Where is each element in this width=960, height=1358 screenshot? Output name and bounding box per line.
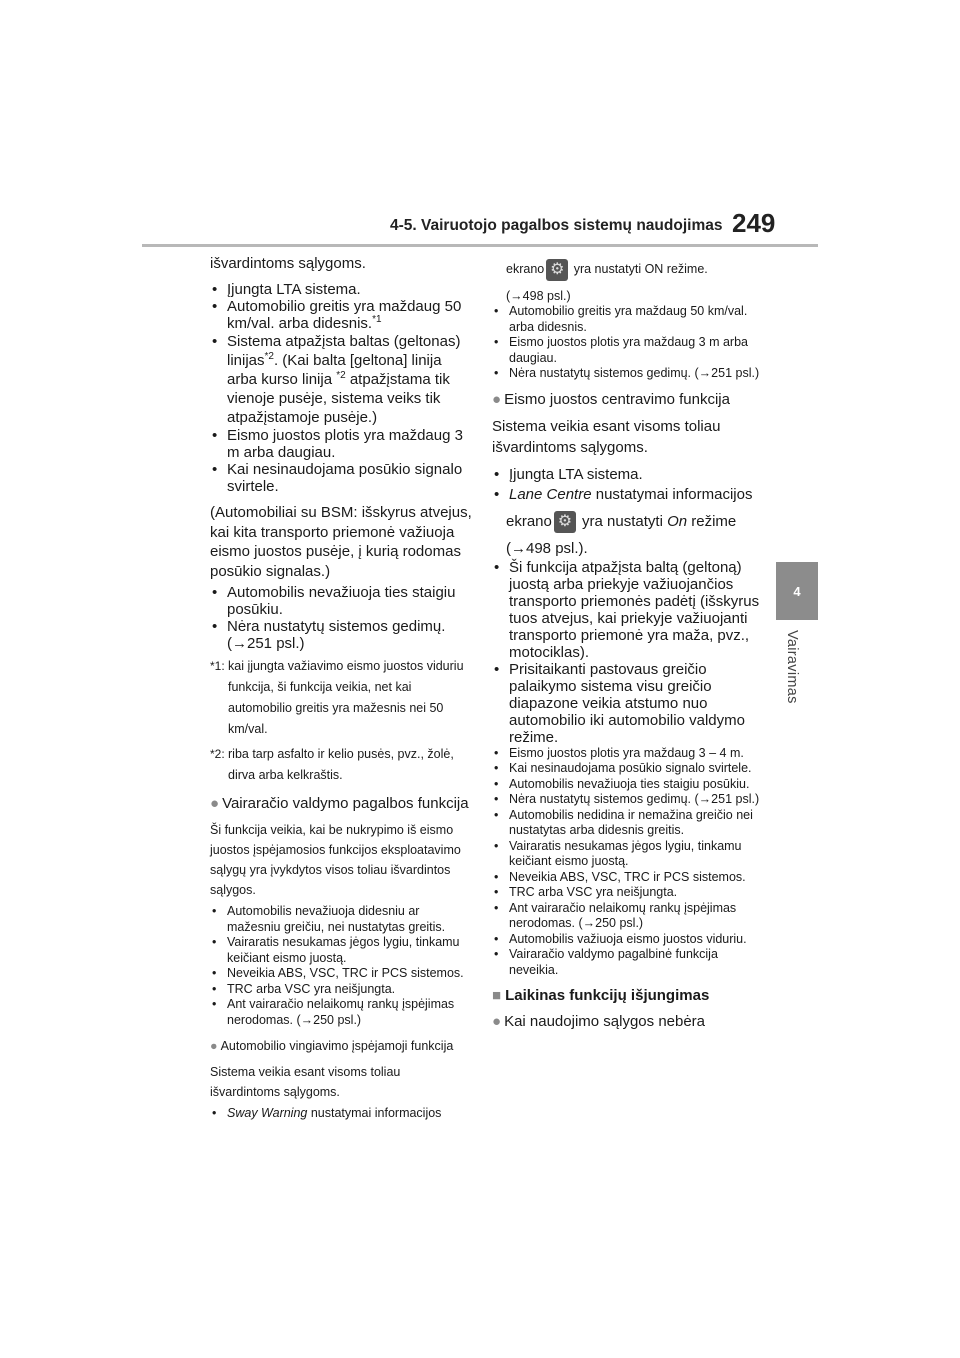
list-item: • Ši funkcija atpažįsta baltą (geltoną) juostą arba priekyje važiuojančios transporto priemonės padėtį (išskyrus tuos atvejus, kai priekyje važiuojanti transporto priemonė yra maža, pvz., motociklas).	[494, 558, 760, 661]
list-item: • Vairaračio valdymo pagalbinė funkcija neveikia.	[494, 947, 718, 977]
sway-warning-heading: ● Automobilio vingiavimo įspėjamoji funkcija	[210, 1039, 454, 1053]
steering-assist-heading: ● Vairaračio valdymo pagalbos funkcija	[210, 795, 469, 812]
footnote-2: *2: riba tarp asfalto ir kelio pusės, pvz., žolė, dirva arba kelkraštis.	[210, 747, 454, 782]
bullet-circle-icon: ●	[492, 390, 502, 408]
lane-centering-text: Sistema veikia esant visoms toliau išvardintoms sąlygoms.	[492, 417, 721, 456]
footnote-1: *1: kai įjungta važiavimo eismo juostos viduriu funkcija, ši funkcija veikia, net kai automobilio greitis yra mažesnis nei 50 km/val.	[210, 659, 464, 736]
page-reference: (→498 psl.)	[506, 289, 571, 303]
bullet-circle-icon: ●	[210, 795, 220, 812]
list-item: • Kai nesinaudojama posūkio signalo svirtele.	[212, 461, 463, 495]
bullet-circle-icon: ●	[210, 1039, 218, 1053]
list-item: • Ant vairaračio nelaikomų rankų įspėjimas nerodomas. (→250 psl.)	[212, 997, 455, 1027]
list-item: • Nėra nustatytų sistemos gedimų. (→251 psl.)	[212, 618, 446, 652]
list-item: • Automobilis nevažiuoja ties staigiu posūkiu.	[212, 584, 456, 618]
gear-icon: ⚙	[546, 259, 568, 281]
list-item: • Automobilio greitis yra maždaug 50 km/val. arba didesnis.$^{*1}$	[212, 298, 462, 332]
sway-warning-text: Sistema veikia esant visoms toliau išvardintoms sąlygoms.	[210, 1065, 401, 1099]
list-item: • Automobilis nevažiuoja didesniu ar mažesniu greičiu, nei nustatytas greitis.	[212, 904, 446, 934]
list-item: • Automobilis važiuoja eismo juostos viduriu.	[494, 931, 747, 946]
list-item: • Neveikia ABS, VSC, TRC ir PCS sistemos.	[494, 869, 746, 884]
settings-line: ekrano ⚙ yra nustatyti ON režime.	[492, 254, 760, 284]
list-item: • Automobilio greitis yra maždaug 50 km/val. arba didesnis.	[494, 304, 748, 334]
temporary-disable-heading: ■ Laikinas funkcijų išjungimas	[492, 987, 710, 1004]
right-column	[492, 254, 760, 1038]
list-item: • Nėra nustatytų sistemos gedimų. (→251 psl.)	[494, 792, 760, 806]
list-item: • Prisitaikanti pastovaus greičio palaikymo sistema visu greičio diapazone veikia atstumo nuo automobilio iki automobilio valdymo režime.	[494, 660, 745, 746]
list-item: • Įjungta LTA sistema.	[212, 281, 361, 298]
list-item: • Eismo juostos plotis yra maždaug 3 – 4 m.	[494, 745, 744, 760]
bsm-note: (Automobiliai su BSM: išskyrus atvejus, kai kita transporto priemonė važiuoja eismo juostos pusėje, į kurią rodomas posūkio signalas.)	[210, 504, 472, 580]
lane-centering-heading: ● Eismo juostos centravimo funkcija	[492, 390, 730, 408]
list-item: • Vairaratis nesukamas jėgos lygiu, tinkamu keičiant eismo juostą.	[212, 935, 460, 965]
conditions-heading: ● Kai naudojimo sąlygos nebėra	[492, 1013, 706, 1030]
chapter-tab: 4	[776, 562, 818, 620]
bullet-square-icon: ■	[492, 987, 502, 1004]
list-item: • Įjungta LTA sistema.	[494, 465, 643, 483]
intro-text: išvardintoms sąlygoms.	[210, 255, 366, 272]
list-item: • Eismo juostos plotis yra maždaug 3 m arba daugiau.	[212, 427, 463, 461]
list-item: • Nėra nustatytų sistemos gedimų. (→251 psl.)	[494, 366, 760, 380]
page-number: 249	[732, 208, 776, 238]
list-item: • Ant vairaračio nelaikomų rankų įspėjimas nerodomas. (→250 psl.)	[494, 900, 737, 930]
list-item: • Automobilis nedidina ir nemažina greičio nei nustatytas arba didesnis greitis.	[494, 807, 753, 837]
list-item: • Sistema atpažįsta baltas (geltonas) linijas$^{*2}$. (Kai balta [geltona] linija arba kurso linija $^{*2}$ atpažįstama tik vienoje pusėje, sistema veiks tik atpažįstamoje pusėje.)	[212, 333, 461, 426]
list-item: • Eismo juostos plotis yra maždaug 3 m arba daugiau.	[494, 335, 748, 365]
header-divider	[142, 244, 818, 247]
gear-icon: ⚙	[554, 511, 576, 533]
list-item: • TRC arba VSC yra neišjungta.	[494, 885, 678, 899]
chapter-label: Vairavimas	[784, 630, 800, 704]
list-item: • Automobilis nevažiuoja ties staigiu posūkiu.	[494, 776, 750, 791]
list-item: • Neveikia ABS, VSC, TRC ir PCS sistemos.	[212, 966, 464, 980]
left-column	[210, 254, 472, 1122]
list-item: • Kai nesinaudojama posūkio signalo svirtele.	[494, 761, 752, 775]
list-item: • TRC arba VSC yra neišjungta.	[212, 981, 396, 996]
list-item: • Lane Centre nustatymai informacijos	[494, 485, 753, 503]
list-item: • Vairaratis nesukamas jėgos lygiu, tinkamu keičiant eismo juostą.	[494, 838, 742, 868]
settings-line-2: ekrano ⚙ yra nustatyti On režime	[492, 507, 760, 537]
list-item: • Sway Warning nustatymai informacijos	[212, 1106, 442, 1120]
section-title: 4-5. Vairuotojo pagalbos sistemų naudojimas	[390, 217, 723, 234]
page-reference-2: (→498 psl.).	[506, 539, 588, 557]
steering-assist-text: Ši funkcija veikia, kai be nukrypimo iš eismo juostos įspėjamosios funkcijos eksploatavimo sąlygų yra įvykdytos visos toliau išvardintos sąlygos.	[210, 823, 461, 897]
bullet-circle-icon: ●	[492, 1013, 502, 1030]
